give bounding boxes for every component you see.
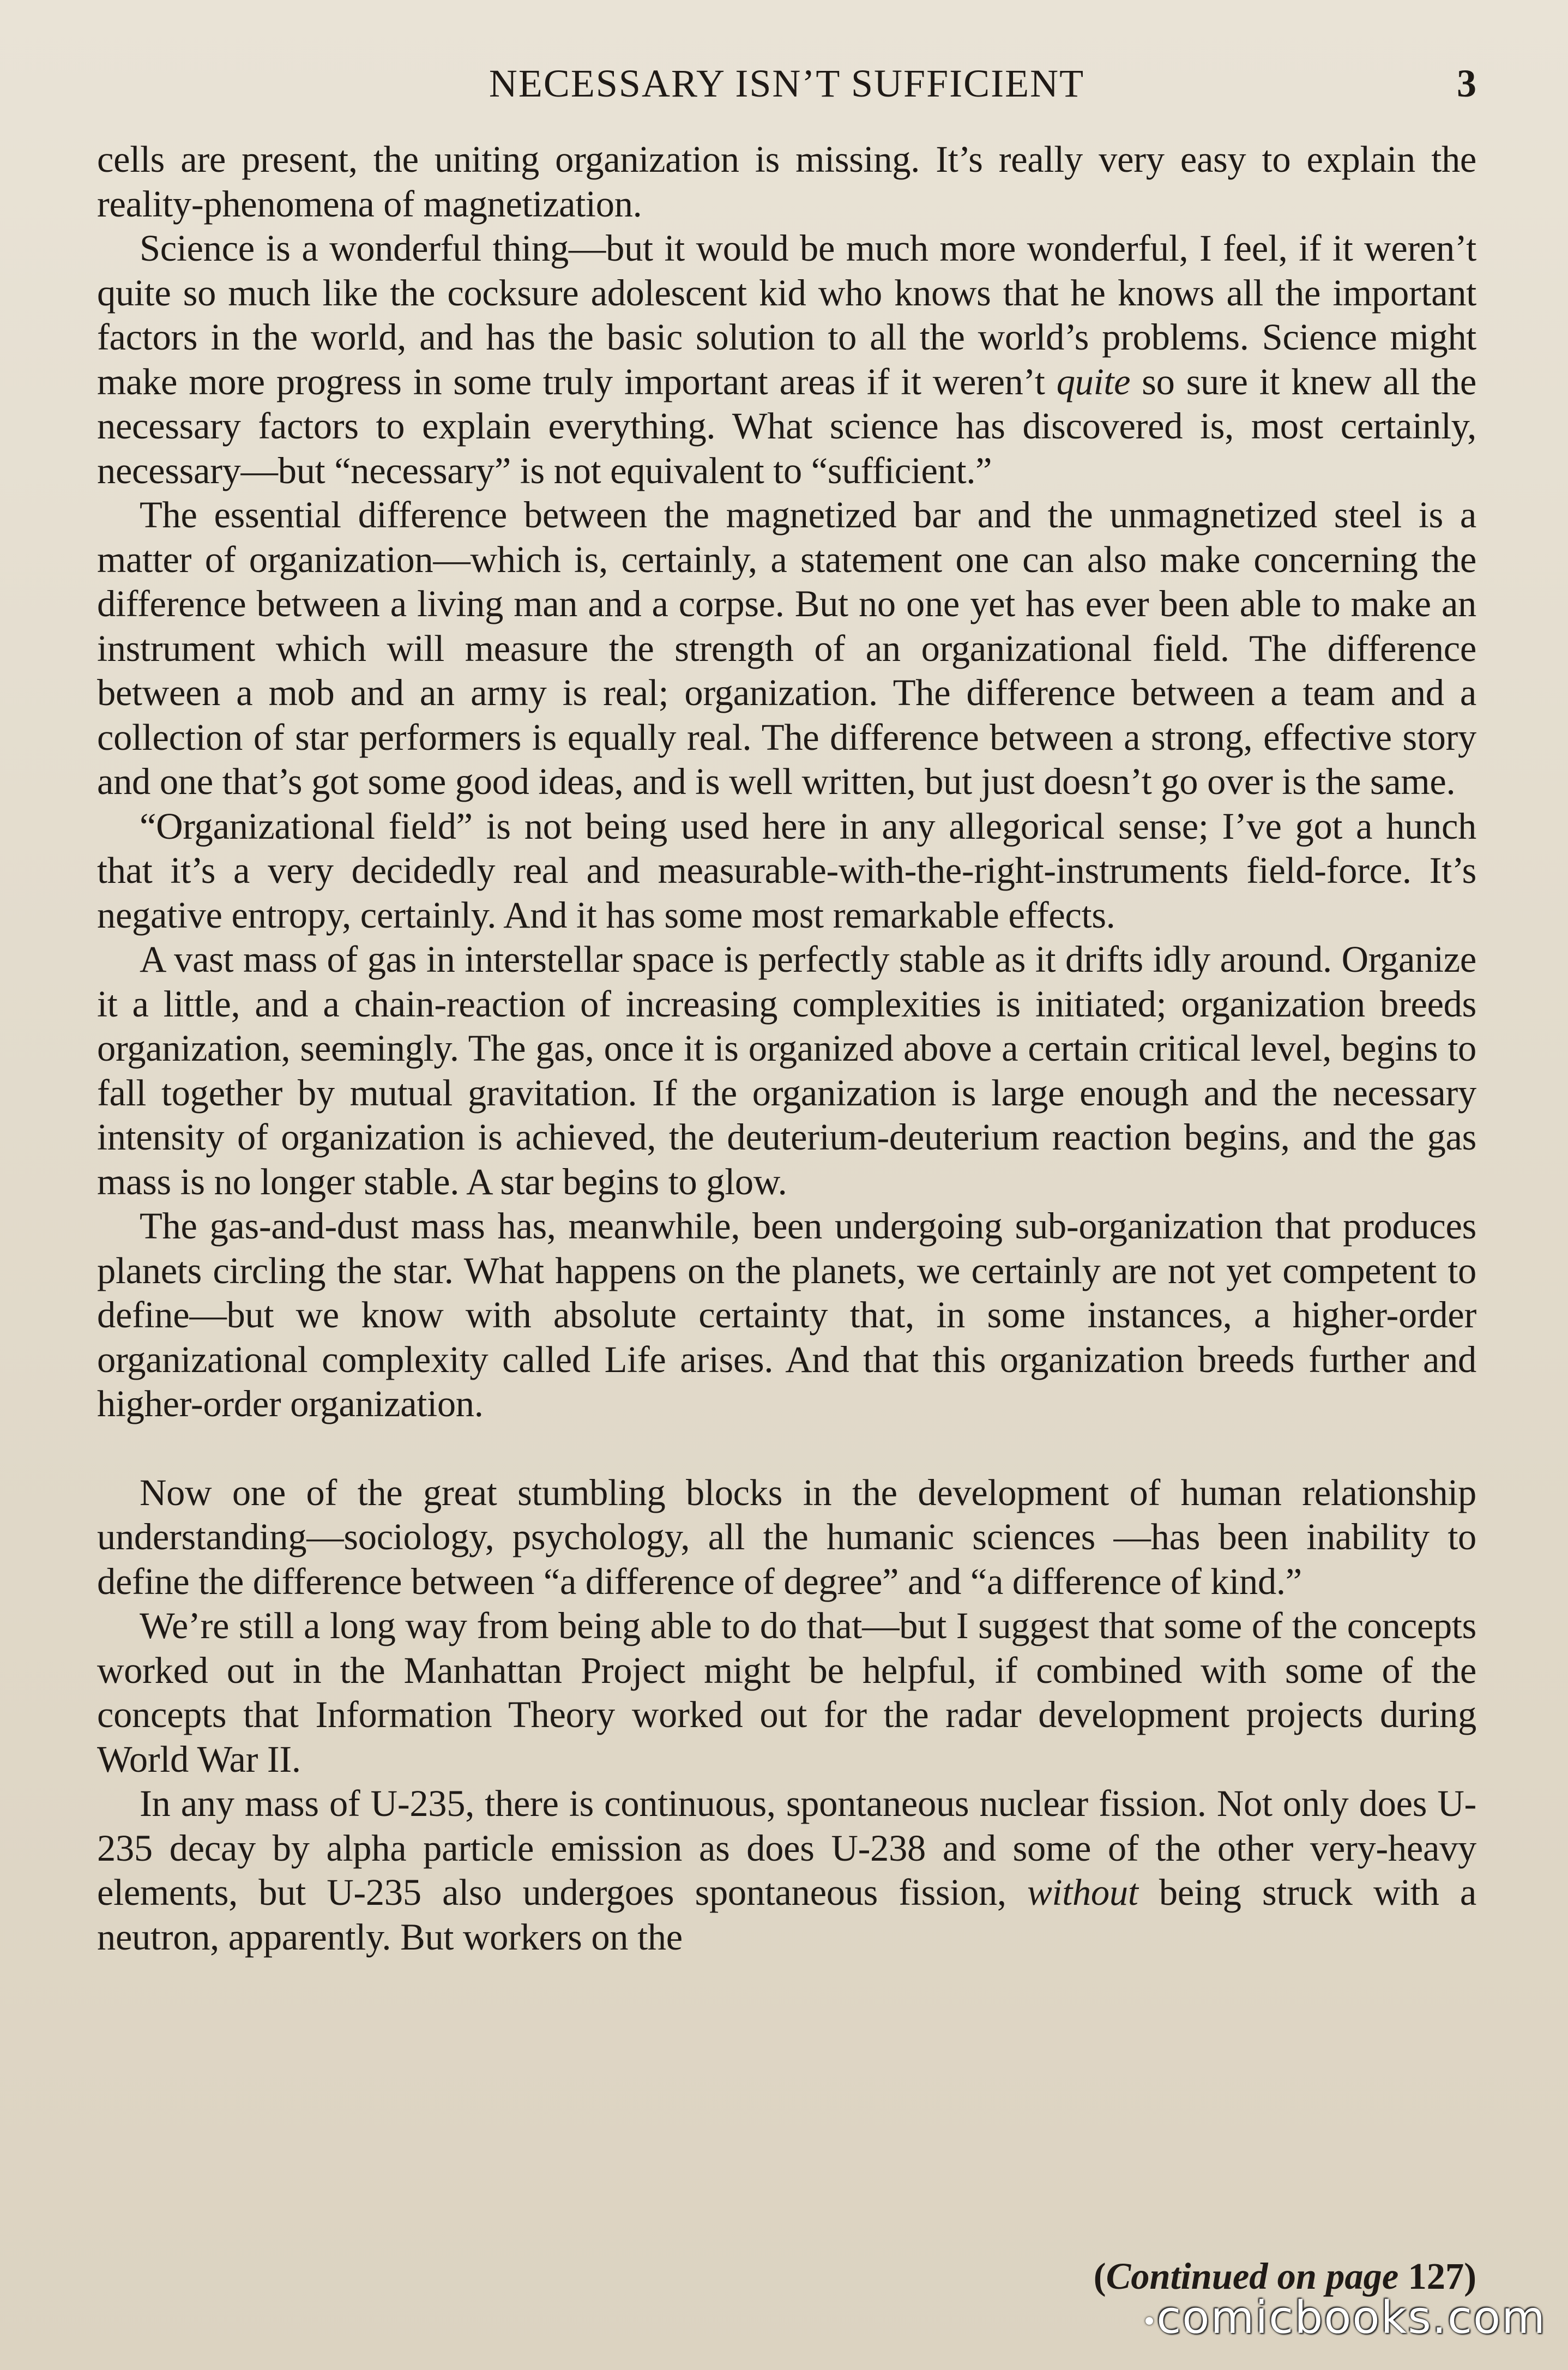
- text-run: Now one of the great stumbling blocks in the development of human relationship understanding—sociology, psychology, all the humanic sciences —has been inability to define the difference between “a difference of degree” and “a difference of kind.”: [97, 1471, 1476, 1602]
- continued-label: Continued on page: [1106, 2255, 1399, 2297]
- text-run: Science is a wonderful thing—but it would be much more wonderful, I feel, if it weren’t quite so much like the cocksure adolescent kid who knows that he knows all the important factors in the world, and has the basic solution to all the world’s problems. Science might make more progress in some truly important areas if it weren’t: [97, 227, 1476, 402]
- continued-open-paren: (: [1093, 2255, 1106, 2297]
- text-run: The gas-and-dust mass has, meanwhile, been undergoing sub-organization that produces planets circling the star. What happens on the planets, we certainly are not yet competent to define—but we know with absolute certainty that, in some instances, a higher-order organizational complexity called Life arises. And that this organization breeds further and higher-order organization.: [97, 1205, 1476, 1424]
- dot-icon: [1145, 2317, 1153, 2325]
- text-run: “Organizational field” is not being used here in any allegorical sense; I’ve got a hunch that it’s a very decidedly real and measurable-with-the-right-instruments field-force. It’s negative entropy, certainly. And it has some most remarkable effects.: [97, 805, 1476, 936]
- paragraph: [97, 1471, 1476, 1604]
- text-run: The essential difference between the magnetized bar and the unmagnetized steel is a matter of organization—which is, certainly, a statement one can also make concerning the difference between a living man and a corpse. But no one yet has ever been able to make an instrument which will measure the strength of an organizational field. The difference between a mob and an army is real; organization. The difference between a team and a collection of star performers is equally real. The difference between a strong, effective story and one that’s got some good ideas, and is well written, but just doesn’t go over is the same.: [97, 494, 1476, 802]
- paragraph: [97, 937, 1476, 1204]
- paragraph: [97, 226, 1476, 493]
- italic-text-run: without: [1027, 1872, 1138, 1913]
- text-run: We’re still a long way from being able to do that—but I suggest that some of the concepts worked out in the Manhattan Project might be helpful, if combined with some of the concepts that Information Theory worked out for the radar development projects during World War II.: [97, 1605, 1476, 1780]
- running-title: NECESSARY ISN’T SUFFICIENT: [489, 62, 1085, 105]
- body-text: [97, 137, 1476, 1959]
- paragraph: [97, 1204, 1476, 1427]
- italic-text-run: quite: [1056, 360, 1131, 402]
- text-run: cells are present, the uniting organization is missing. It’s really very easy to explain the reality-phenomena of magnetization.: [97, 139, 1476, 225]
- text-run: In any mass of U-235, there is continuous, spontaneous nuclear fission. Not only does U-235 decay by alpha particle emission as does U-238 and some of the other very-heavy elements, but U-235 also undergoes spontaneous fission,: [97, 1783, 1476, 1913]
- watermark-text: comicbooks.com: [1156, 2292, 1546, 2344]
- text-run: being struck with a neutron, apparently. But workers on the: [97, 1872, 1477, 1958]
- page-header: [97, 61, 1476, 116]
- text-run: so sure it knew all the necessary factors to explain everything. What science has discovered is, most certainly, necessary—but “necessary” is not equivalent to “sufficient.”: [97, 360, 1476, 491]
- watermark: [1145, 2292, 1546, 2344]
- page-number: 3: [1457, 62, 1476, 105]
- paragraph: [97, 804, 1476, 938]
- paragraph: [97, 493, 1476, 804]
- paragraph: [97, 137, 1476, 226]
- continued-page-number: 127): [1398, 2255, 1476, 2297]
- text-run: A vast mass of gas in interstellar space is perfectly stable as it drifts idly around. Organize it a little, and a chain-reaction of increasing complexities is initiated; organization breeds organization, seemingly. The gas, once it is organized above a certain critical level, begins to fall together by mutual gravitation. If the organization is large enough and the necessary intensity of organization is achieved, the deuterium-deuterium reaction begins, and the gas mass is no longer stable. A star begins to glow.: [97, 939, 1476, 1202]
- paragraph: [97, 1604, 1476, 1782]
- paragraph: [97, 1782, 1476, 1959]
